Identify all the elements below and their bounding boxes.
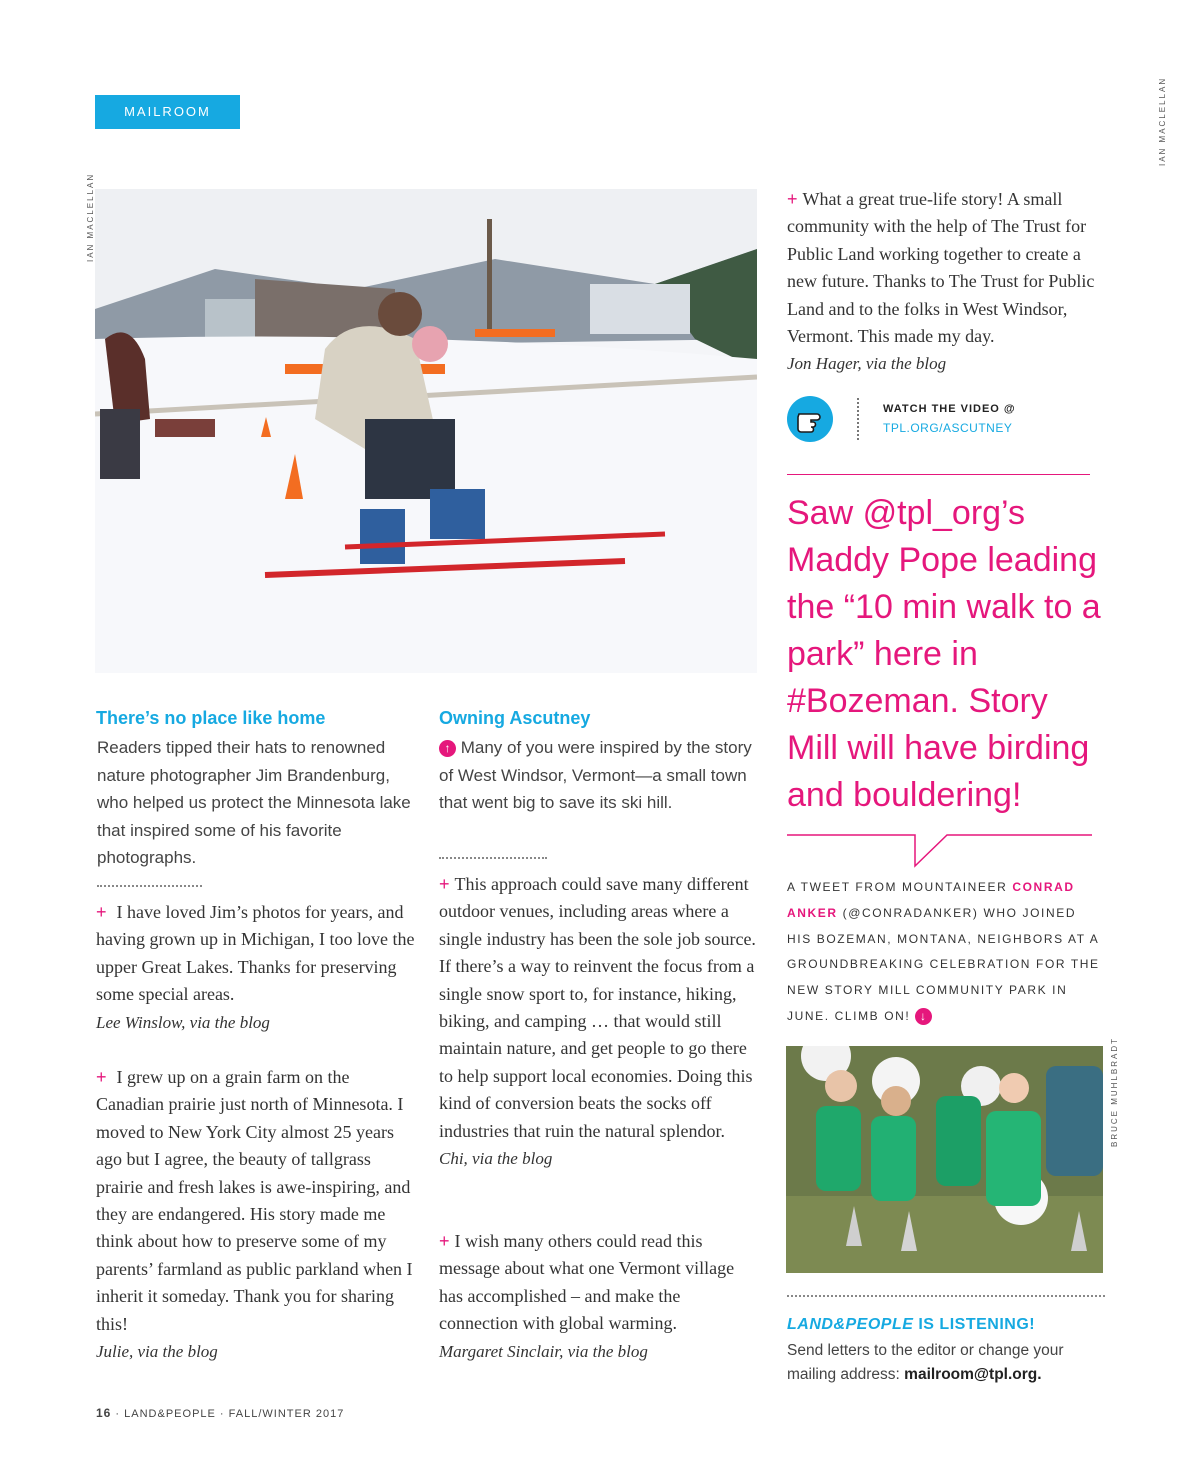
letter-body [439,871,761,1145]
letter-body [96,899,416,1009]
caption-pre: A TWEET FROM MOUNTAINEER [787,880,1008,894]
letter-text: What a great true-life story! A small community with the help of The Trust for Public Land working together to create a new future. Thanks to The Trust for Public Land and to the folks in West Windsor, Vermont. This made my day. [787,189,1095,347]
heading-rest: IS LISTENING! [918,1316,1036,1333]
listening-body [787,1339,1105,1387]
divider [787,474,1090,475]
letter-signature: Julie, via the blog [96,1342,218,1362]
kids-photo [786,1046,1103,1273]
col2-intro-text: Many of you were inspired by the story of West Windsor, Vermont—a small town that went big to save its ski hill. [439,738,752,812]
letter [787,186,1105,377]
page-number: 16 [96,1406,112,1420]
letter-signature: Jon Hager, via the blog [787,354,947,374]
letter-body [439,1228,761,1338]
pointing-hand-icon[interactable] [787,396,833,442]
video-link[interactable]: TPL.ORG/ASCUTNEY [883,421,1013,435]
divider [857,398,859,440]
divider [439,857,547,859]
photo-credit-kids: BRUCE MUHLBRADT [1110,1036,1119,1147]
divider [97,885,202,887]
caption-name: CONRAD ANKER [787,880,1075,920]
letter [96,899,416,1036]
plus-icon: + [787,189,803,209]
speech-bubble-tail [787,830,1092,870]
magazine-name: LAND&PEOPLE [124,1408,216,1420]
listening-heading [787,1316,1035,1334]
col1-heading: There’s no place like home [96,708,326,728]
col2-intro [439,734,759,817]
arrow-down-icon: ↓ [915,1008,932,1025]
letter-text: I wish many others could read this message about what one Vermont village has accomplished – and make the connection with global warming. [439,1231,735,1334]
letter-body [787,186,1105,350]
email-link[interactable]: mailroom@tpl.org. [904,1366,1042,1383]
letter [439,871,761,1172]
letter-signature: Chi, via the blog [439,1149,553,1169]
letter-body [96,1064,416,1338]
photo-credit-main: IAN MACLELLAN [86,172,95,262]
plus-icon: + [96,1067,117,1087]
plus-icon: + [96,902,117,922]
col2-heading: Owning Ascutney [439,708,591,728]
section-tag: MAILROOM [95,95,240,129]
letter [96,1064,416,1365]
col1-intro: Readers tipped their hats to renowned nature photographer Jim Brandenburg, who helped us protect the Minnesota lake that inspired some of his favorite photographs. [97,738,411,867]
letter-text: I have loved Jim’s photos for years, and having grown up in Michigan, I too love the upper Great Lakes. Thanks for preserving some special areas. [96,902,415,1005]
video-label: WATCH THE VIDEO @ [883,403,1016,415]
photo-credit-edge: IAN MACLELLAN [1158,76,1167,166]
listening-text: Send letters to the editor or change your mailing address: [787,1342,1064,1383]
brand-name: LAND&PEOPLE [787,1316,914,1333]
letter-text: This approach could save many different outdoor venues, including areas where a single industry has been the sole job source. If there’s a way to reinvent the focus from a single snow sport to, for instance, hiking, biking, and camping … that would still maintain nature, and get people to go there to help support local economies. Doing this kind of conversion beats the socks off industries that ruin the natural splendor. [439,874,756,1141]
plus-icon: + [439,874,455,894]
footer: 16 · LAND&PEOPLE · FALL/WINTER 2017 [96,1406,345,1420]
arrow-up-icon: ↑ [439,740,456,757]
caption-post: (@CONRADANKER) WHO JOINED HIS BOZEMAN, MONTANA, NEIGHBORS AT A GROUNDBREAKING CELEBRATION FOR THE NEW STORY MILL COMMUNITY PARK IN JUNE. CLIMB ON! [787,905,1100,1023]
letter-signature: Margaret Sinclair, via the blog [439,1341,648,1361]
letter-text: I grew up on a grain farm on the Canadian prairie just north of Minnesota. I moved to New York City almost 25 years ago but I agree, the beauty of tallgrass prairie and fresh lakes is awe-inspiring, and they are endangered. His story made me think about how to preserve some of my parents’ farmland as public parkland when I inherit it someday. Thank you for sharing this! [96,1067,413,1334]
letter [439,1228,761,1365]
tweet-caption [787,875,1105,1030]
divider [787,1295,1105,1297]
ski-photo [95,189,757,673]
tweet-quote: Saw @tpl_org’s Maddy Pope leading the “10 min walk to a park” here in #Bozeman. Story Mill will have birding and bouldering! [787,494,1101,814]
letter-signature: Lee Winslow, via the blog [96,1012,270,1032]
plus-icon: + [439,1231,455,1251]
issue-label: FALL/WINTER 2017 [228,1408,345,1420]
